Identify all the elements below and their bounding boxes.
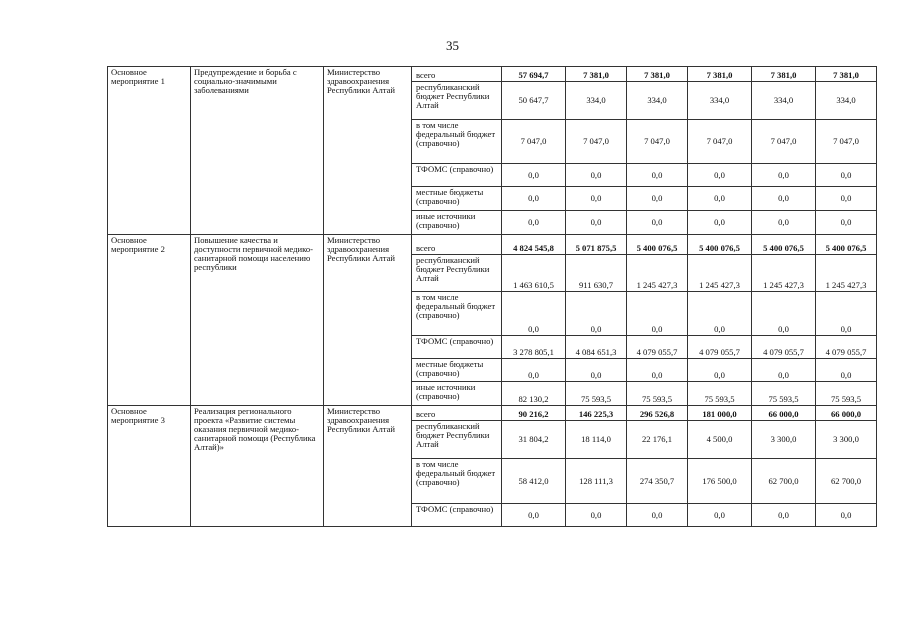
amount-cell: 334,0: [688, 82, 752, 120]
amount-cell: 4 824 545,8: [502, 235, 566, 255]
amount-cell: 5 400 076,5: [816, 235, 877, 255]
amount-cell: 75 593,5: [688, 382, 752, 406]
amount-cell: 0,0: [566, 359, 627, 382]
amount-cell: 0,0: [502, 504, 566, 527]
funding-source: всего: [412, 406, 502, 421]
amount-cell: 0,0: [688, 187, 752, 211]
amount-cell: 0,0: [688, 504, 752, 527]
amount-cell: 0,0: [566, 292, 627, 336]
amount-cell: 22 176,1: [627, 421, 688, 459]
amount-cell: 181 000,0: [688, 406, 752, 421]
amount-cell: 3 300,0: [752, 421, 816, 459]
amount-cell: 0,0: [816, 504, 877, 527]
amount-cell: 334,0: [752, 82, 816, 120]
amount-cell: 75 593,5: [566, 382, 627, 406]
amount-cell: 0,0: [688, 359, 752, 382]
funding-source: ТФОМС (справочно): [412, 336, 502, 359]
amount-cell: 90 216,2: [502, 406, 566, 421]
amount-cell: 296 526,8: [627, 406, 688, 421]
amount-cell: 0,0: [816, 164, 877, 187]
funding-source: всего: [412, 67, 502, 82]
amount-cell: 0,0: [752, 359, 816, 382]
table-row: [108, 406, 877, 421]
amount-cell: 62 700,0: [816, 459, 877, 504]
activity-executor: Министерство здравоохранения Республики Алтай: [324, 406, 412, 527]
amount-cell: 75 593,5: [816, 382, 877, 406]
amount-cell: 62 700,0: [752, 459, 816, 504]
amount-cell: 1 245 427,3: [752, 255, 816, 292]
amount-cell: 0,0: [566, 211, 627, 235]
amount-cell: 176 500,0: [688, 459, 752, 504]
amount-cell: 0,0: [816, 292, 877, 336]
amount-cell: 75 593,5: [752, 382, 816, 406]
amount-cell: 31 804,2: [502, 421, 566, 459]
amount-cell: 1 245 427,3: [688, 255, 752, 292]
activity-name: Основное мероприятие 2: [108, 235, 191, 406]
amount-cell: 7 381,0: [752, 67, 816, 82]
funding-source: иные источники (справочно): [412, 382, 502, 406]
amount-cell: 0,0: [752, 292, 816, 336]
amount-cell: 0,0: [502, 211, 566, 235]
amount-cell: 0,0: [502, 187, 566, 211]
amount-cell: 4 079 055,7: [688, 336, 752, 359]
activity-executor: Министерство здравоохранения Республики Алтай: [324, 235, 412, 406]
amount-cell: 82 130,2: [502, 382, 566, 406]
amount-cell: 334,0: [566, 82, 627, 120]
amount-cell: 0,0: [566, 504, 627, 527]
amount-cell: 0,0: [627, 164, 688, 187]
amount-cell: 66 000,0: [816, 406, 877, 421]
amount-cell: 1 245 427,3: [627, 255, 688, 292]
funding-source: республиканский бюджет Республики Алтай: [412, 255, 502, 292]
amount-cell: 5 400 076,5: [688, 235, 752, 255]
amount-cell: 0,0: [566, 187, 627, 211]
amount-cell: 7 381,0: [627, 67, 688, 82]
amount-cell: 5 400 076,5: [752, 235, 816, 255]
amount-cell: 7 381,0: [816, 67, 877, 82]
amount-cell: 7 381,0: [566, 67, 627, 82]
amount-cell: 1 245 427,3: [816, 255, 877, 292]
amount-cell: 0,0: [688, 211, 752, 235]
page-number: 35: [446, 38, 459, 53]
amount-cell: 334,0: [816, 82, 877, 120]
amount-cell: 1 463 610,5: [502, 255, 566, 292]
amount-cell: 0,0: [752, 504, 816, 527]
amount-cell: 7 381,0: [688, 67, 752, 82]
amount-cell: 18 114,0: [566, 421, 627, 459]
amount-cell: 146 225,3: [566, 406, 627, 421]
funding-source: всего: [412, 235, 502, 255]
amount-cell: 0,0: [816, 211, 877, 235]
funding-source: местные бюджеты (справочно): [412, 187, 502, 211]
amount-cell: 7 047,0: [752, 120, 816, 164]
amount-cell: 0,0: [752, 187, 816, 211]
amount-cell: 274 350,7: [627, 459, 688, 504]
amount-cell: 5 400 076,5: [627, 235, 688, 255]
amount-cell: 0,0: [627, 211, 688, 235]
amount-cell: 4 079 055,7: [816, 336, 877, 359]
amount-cell: 0,0: [627, 187, 688, 211]
amount-cell: 0,0: [627, 359, 688, 382]
activity-title: Повышение качества и доступности первичной медико-санитарной помощи населению республики: [191, 235, 324, 406]
funding-source: иные источники (справочно): [412, 211, 502, 235]
amount-cell: 0,0: [752, 211, 816, 235]
amount-cell: 334,0: [627, 82, 688, 120]
amount-cell: 0,0: [566, 164, 627, 187]
amount-cell: 0,0: [816, 359, 877, 382]
budget-table: [107, 66, 877, 527]
amount-cell: 4 079 055,7: [627, 336, 688, 359]
activity-name: Основное мероприятие 3: [108, 406, 191, 527]
activity-name: Основное мероприятие 1: [108, 67, 191, 235]
amount-cell: 4 084 651,3: [566, 336, 627, 359]
amount-cell: 0,0: [688, 164, 752, 187]
amount-cell: 0,0: [816, 187, 877, 211]
amount-cell: 7 047,0: [816, 120, 877, 164]
amount-cell: 911 630,7: [566, 255, 627, 292]
funding-source: республиканский бюджет Республики Алтай: [412, 421, 502, 459]
amount-cell: 7 047,0: [502, 120, 566, 164]
activity-title: Реализация регионального проекта «Развитие системы оказания первичной медико-санитарной помощи (Республика Алтай)»: [191, 406, 324, 527]
funding-source: местные бюджеты (справочно): [412, 359, 502, 382]
amount-cell: 57 694,7: [502, 67, 566, 82]
funding-source: в том числе федеральный бюджет (справочно): [412, 292, 502, 336]
amount-cell: 0,0: [502, 292, 566, 336]
amount-cell: 7 047,0: [688, 120, 752, 164]
activity-title: Предупреждение и борьба с социально-значимыми заболеваниями: [191, 67, 324, 235]
amount-cell: 3 278 805,1: [502, 336, 566, 359]
amount-cell: 5 071 875,5: [566, 235, 627, 255]
amount-cell: 0,0: [502, 359, 566, 382]
amount-cell: 7 047,0: [566, 120, 627, 164]
table-row: [108, 67, 877, 82]
amount-cell: 0,0: [627, 504, 688, 527]
amount-cell: 0,0: [688, 292, 752, 336]
amount-cell: 66 000,0: [752, 406, 816, 421]
table-row: [108, 235, 877, 255]
amount-cell: 0,0: [627, 292, 688, 336]
funding-source: ТФОМС (справочно): [412, 504, 502, 527]
amount-cell: 50 647,7: [502, 82, 566, 120]
amount-cell: 128 111,3: [566, 459, 627, 504]
amount-cell: 58 412,0: [502, 459, 566, 504]
funding-source: в том числе федеральный бюджет (справочно): [412, 120, 502, 164]
amount-cell: 75 593,5: [627, 382, 688, 406]
funding-source: в том числе федеральный бюджет (справочно): [412, 459, 502, 504]
amount-cell: 0,0: [502, 164, 566, 187]
amount-cell: 7 047,0: [627, 120, 688, 164]
amount-cell: 4 079 055,7: [752, 336, 816, 359]
activity-executor: Министерство здравоохранения Республики Алтай: [324, 67, 412, 235]
amount-cell: 3 300,0: [816, 421, 877, 459]
amount-cell: 0,0: [752, 164, 816, 187]
funding-source: ТФОМС (справочно): [412, 164, 502, 187]
amount-cell: 4 500,0: [688, 421, 752, 459]
funding-source: республиканский бюджет Республики Алтай: [412, 82, 502, 120]
